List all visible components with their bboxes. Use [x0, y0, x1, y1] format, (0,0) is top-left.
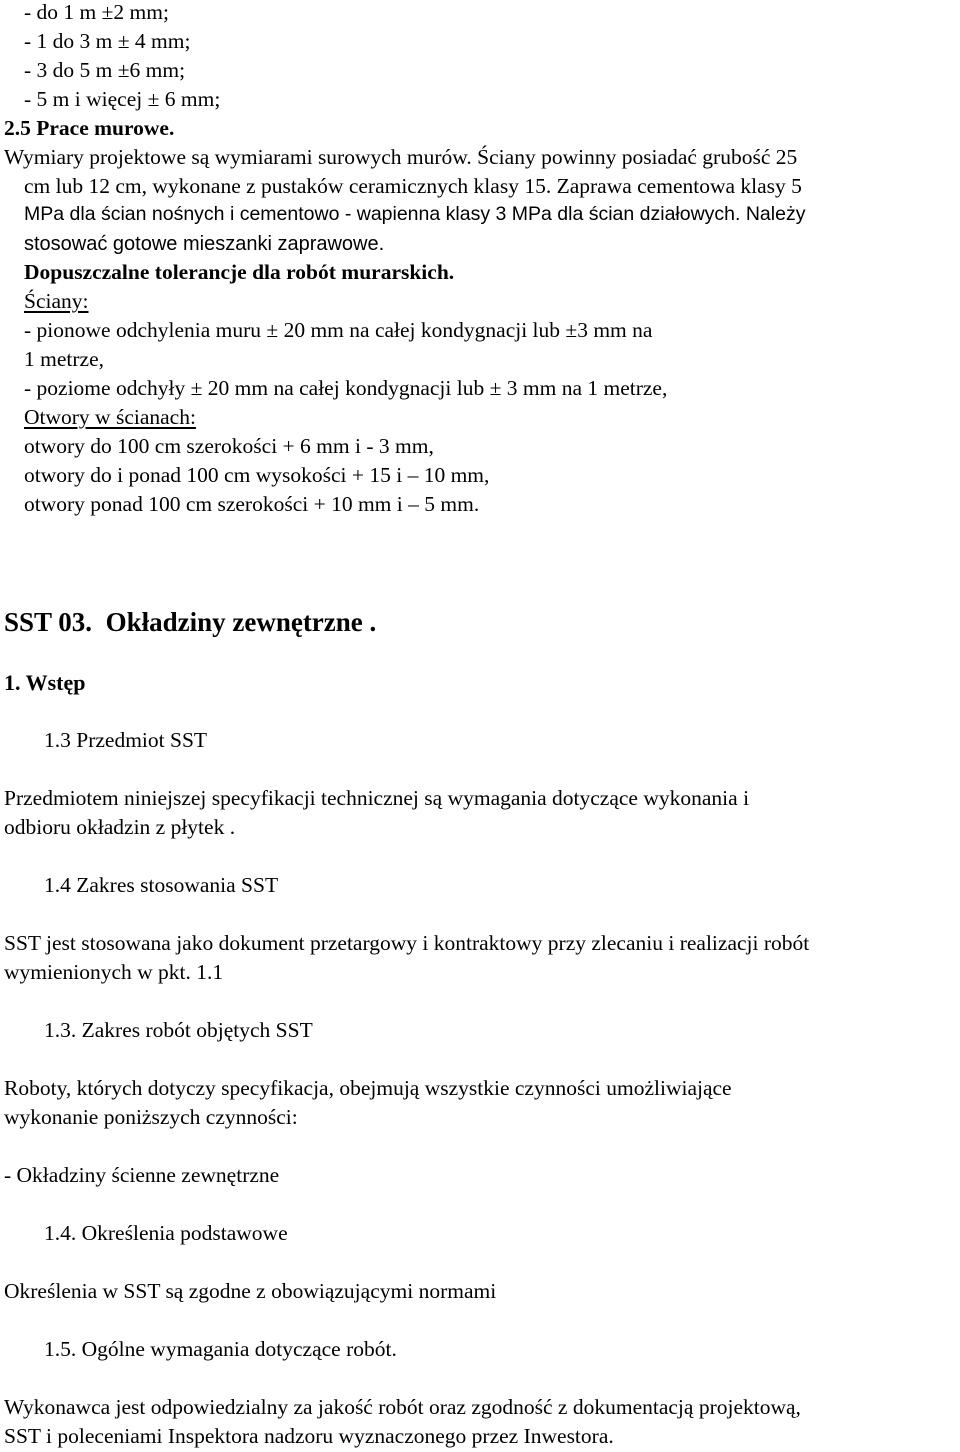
tolerance-line: - do 1 m ±2 mm;	[24, 0, 169, 24]
tolerance-line: - 1 do 3 m ± 4 mm;	[24, 29, 191, 53]
tolerance-line: - 5 m i więcej ± 6 mm;	[24, 87, 221, 111]
subsection-heading: 1.4 Zakres stosowania SST	[44, 873, 279, 897]
subsection-line: SST i poleceniami Inspektora nadzoru wyznaczonego przez Inwestora.	[4, 1424, 614, 1448]
subsection-line: Przedmiotem niniejszej specyfikacji technicznej są wymagania dotyczące wykonania i	[4, 786, 750, 810]
tolerance-line: - 3 do 5 m ±6 mm;	[24, 58, 186, 82]
subsection-line: odbioru okładzin z płytek .	[4, 815, 236, 839]
subsection-heading: 1.4. Określenia podstawowe	[44, 1221, 288, 1245]
intro-heading: 1. Wstęp	[4, 670, 86, 695]
subsection-line: Wykonawca jest odpowiedzialny za jakość robót oraz zgodność z dokumentacją projektową,	[4, 1395, 801, 1419]
tolerances-heading: Dopuszczalne tolerancje dla robót murarskich.	[24, 260, 455, 284]
document-title	[4, 609, 376, 636]
openings-label: Otwory w ścianach:	[24, 405, 196, 429]
paragraph-line: cm lub 12 cm, wykonane z pustaków ceramicznych klasy 15. Zaprawa cementowa klasy 5	[24, 174, 802, 198]
walls-line: 1 metrze,	[24, 347, 104, 371]
paragraph-line: Wymiary projektowe są wymiarami surowych murów. Ściany powinny posiadać grubość 25	[4, 145, 798, 169]
subsection-line: Roboty, których dotyczy specyfikacja, obejmują wszystkie czynności umożliwiające	[4, 1076, 732, 1100]
subsection-heading: 1.3. Zakres robót objętych SST	[44, 1018, 313, 1042]
subsection-line: Określenia w SST są zgodne z obowiązującymi normami	[4, 1279, 497, 1303]
subsection-heading: 1.3 Przedmiot SST	[44, 728, 208, 752]
section-heading-masonry: 2.5 Prace murowe.	[4, 116, 175, 140]
subsection-line: wymienionych w pkt. 1.1	[4, 960, 224, 984]
title-text: Okładziny zewnętrzne .	[105, 607, 377, 637]
scope-list-item: - Okładziny ścienne zewnętrzne	[4, 1163, 280, 1187]
openings-line: otwory ponad 100 cm szerokości + 10 mm i – 5 mm.	[24, 492, 480, 516]
title-code: SST 03.	[4, 607, 93, 637]
walls-label: Ściany:	[24, 289, 89, 313]
subsection-line: wykonanie poniższych czynności:	[4, 1105, 298, 1129]
openings-line: otwory do 100 cm szerokości + 6 mm i - 3 mm,	[24, 434, 434, 458]
paragraph-line: stosować gotowe mieszanki zaprawowe.	[24, 233, 385, 255]
paragraph-line: MPa dla ścian nośnych i cementowo - wapienna klasy 3 MPa dla ścian działowych. Należy	[24, 203, 806, 225]
openings-line: otwory do i ponad 100 cm wysokości + 15 i – 10 mm,	[24, 463, 490, 487]
walls-line: - pionowe odchylenia muru ± 20 mm na całej kondygnacji lub ±3 mm na	[24, 318, 653, 342]
subsection-heading: 1.5. Ogólne wymagania dotyczące robót.	[44, 1337, 397, 1361]
subsection-line: SST jest stosowana jako dokument przetargowy i kontraktowy przy zlecaniu i realizacji robót	[4, 931, 810, 955]
walls-line: - poziome odchyły ± 20 mm na całej kondygnacji lub ± 3 mm na 1 metrze,	[24, 376, 668, 400]
